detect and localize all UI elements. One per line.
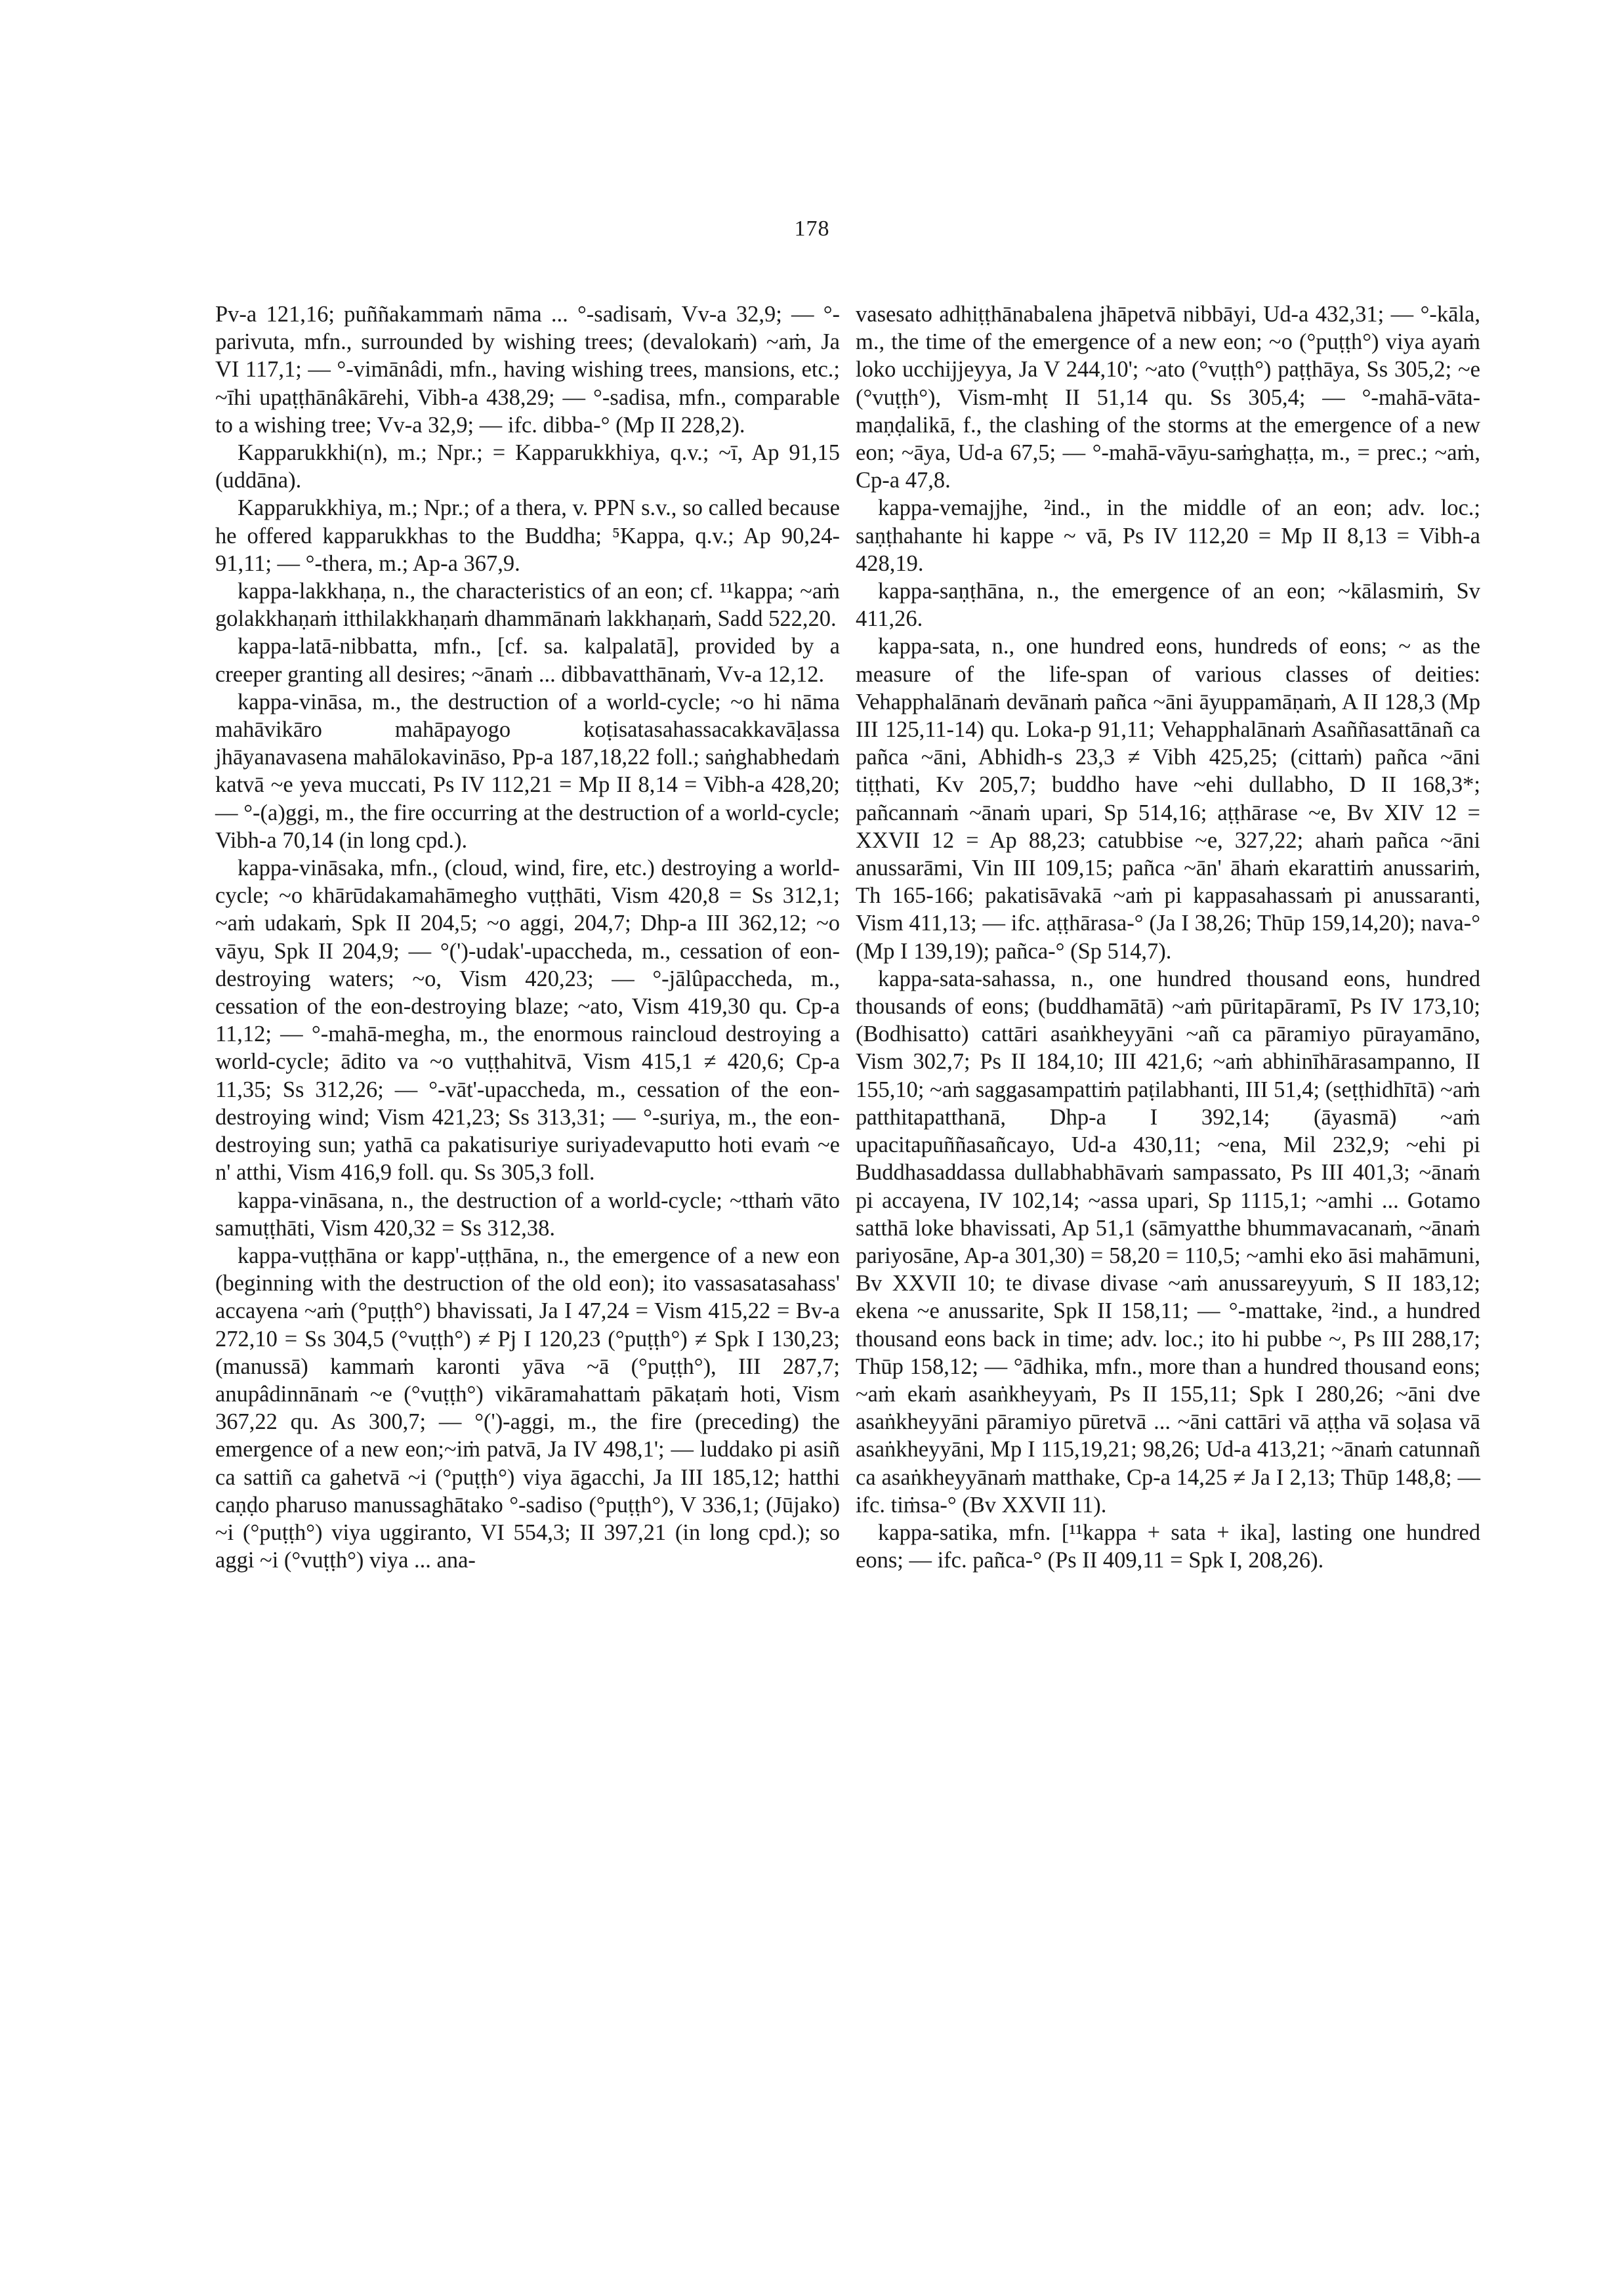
- right-column: [856, 300, 1480, 1574]
- dictionary-entry: kappa-vināsana, n., the destruction of a world-cycle; ~tthaṁ vāto samuṭṭhāti, Vism 420,32 = Ss 312,38.: [215, 1188, 840, 1241]
- dictionary-entry: kappa-vināsaka, mfn., (cloud, wind, fire, etc.) destroying a world-cycle; ~o khārūdakamahāmegho vuṭṭhāti, Vism 420,8 = Ss 312,1; ~aṁ udakaṁ, Spk II 204,5; ~o aggi, 204,7; Dhp-a III 362,12; ~o vāyu, Spk II 204,9; — °(')-udak'-upaccheda, m., cessation of eon-destroying waters; ~o, Vism 420,23; — °-jālûpaccheda, m., cessation of the eon-destroying blaze; ~ato, Vism 419,30 qu. Cp-a 11,12; — °-mahā-megha, m., the enormous raincloud destroying a world-cycle; ādito va ~o vuṭṭhahitvā, Vism 415,1 ≠ 420,6; Cp-a 11,35; Ss 312,26; — °-vāt'-upaccheda, m., cessation of the eon-destroying wind; Vism 421,23; Ss 313,31; — °-suriya, m., the eon-destroying sun; yathā ca pakatisuriye suriyadevaputto hoti evaṁ ~e n' atthi, Vism 416,9 foll. qu. Ss 305,3 foll.: [215, 856, 840, 1186]
- dictionary-entry: Kapparukkhiya, m.; Npr.; of a thera, v. PPN s.v., so called because he offered kapparukkhas to the Buddha; ⁵Kappa, q.v.; Ap 90,24-91,11; — °-thera, m.; Ap-a 367,9.: [215, 495, 840, 576]
- dictionary-entry: kappa-vemajjhe, ²ind., in the middle of an eon; adv. loc.; saṇṭhahante hi kappe ~ vā, Ps IV 112,20 = Mp II 8,13 = Vibh-a 428,19.: [856, 495, 1480, 576]
- dictionary-entry: kappa-saṇṭhāna, n., the emergence of an eon; ~kālasmiṁ, Sv 411,26.: [856, 579, 1480, 632]
- dictionary-entry: kappa-latā-nibbatta, mfn., [cf. sa. kalpalatā], provided by a creeper granting all desires; ~ānaṁ ... dibbavatthānaṁ, Vv-a 12,12.: [215, 634, 840, 687]
- dictionary-entry: Kapparukkhi(n), m.; Npr.; = Kapparukkhiya, q.v.; ~ī, Ap 91,15 (uddāna).: [215, 440, 840, 493]
- dictionary-entry: kappa-satika, mfn. [¹¹kappa + sata + ika], lasting one hundred eons; — ifc. pañca-° (Ps II 409,11 = Spk I, 208,26).: [856, 1520, 1480, 1573]
- dictionary-entry: kappa-lakkhaṇa, n., the characteristics of an eon; cf. ¹¹kappa; ~aṁ golakkhaṇaṁ itthilakkhaṇaṁ dhammānaṁ lakkhaṇaṁ, Sadd 522,20.: [215, 579, 840, 632]
- page-number: 178: [794, 217, 830, 241]
- dictionary-entry: vasesato adhiṭṭhānabalena jhāpetvā nibbāyi, Ud-a 432,31; — °-kāla, m., the time of the emergence of a new eon; ~o (°puṭṭh°) viya ayaṁ loko ucchijjeyya, Ja V 244,10'; ~ato (°vuṭṭh°) paṭṭhāya, Ss 305,2; ~e (°vuṭṭh°), Vism-mhṭ II 51,14 qu. Ss 305,4; — °-mahā-vāta-maṇḍalikā, f., the clashing of the storms at the emergence of a new eon; ~āya, Ud-a 67,5; — °-mahā-vāyu-saṁghaṭṭa, m., = prec.; ~aṁ, Cp-a 47,8.: [856, 302, 1480, 493]
- dictionary-entry: kappa-vuṭṭhāna or kapp'-uṭṭhāna, n., the emergence of a new eon (beginning with the destruction of the old eon); ito vassasatasahass' accayena ~aṁ (°puṭṭh°) bhavissati, Ja I 47,24 = Vism 415,22 = Bv-a 272,10 = Ss 304,5 (°vuṭṭh°) ≠ Pj I 120,23 (°puṭṭh°) ≠ Spk I 130,23; (manussā) kammaṁ karonti yāva ~ā (°puṭṭh°), III 287,7; anupâdinnānaṁ ~e (°vuṭṭh°) vikāramahattaṁ pākaṭaṁ hoti, Vism 367,22 qu. As 300,7; — °(')-aggi, m., the fire (preceding) the emergence of a new eon;~iṁ patvā, Ja IV 498,1'; — luddako pi asiñ ca sattiñ ca gahetvā ~i (°puṭṭh°) viya āgacchi, Ja III 185,12; hatthi caṇḍo pharuso manussaghātako °-sadiso (°puṭṭh°), V 336,1; (Jūjako) ~i (°puṭṭh°) viya uggiranto, VI 554,3; II 397,21 (in long cpd.); so aggi ~i (°vuṭṭh°) viya ... ana-: [215, 1243, 840, 1573]
- dictionary-entry: kappa-vināsa, m., the destruction of a world-cycle; ~o hi nāma mahāvikāro mahāpayogo koṭisatasahassacakkavāḷassa jhāyanavasena mahālokavināso, Pp-a 187,18,22 foll.; saṅghabhedaṁ katvā ~e yeva muccati, Ps IV 112,21 = Mp II 8,14 = Vibh-a 428,20; — °-(a)ggi, m., the fire occurring at the destruction of a world-cycle; Vibh-a 70,14 (in long cpd.).: [215, 689, 840, 853]
- dictionary-entry: kappa-sata-sahassa, n., one hundred thousand eons, hundred thousands of eons; (buddhamātā) ~aṁ pūritapāramī, Ps IV 173,10; (Bodhisatto) cattāri asaṅkheyyāni ~añ ca pāramiyo pūrayamāno, Vism 302,7; Ps II 184,10; III 421,6; ~aṁ abhinīhārasampanno, II 155,10; ~aṁ saggasampattiṁ paṭilabhanti, III 51,4; (seṭṭhidhītā) ~aṁ patthitapatthanā, Dhp-a I 392,14; (āyasmā) ~aṁ upacitapuññasañcayo, Ud-a 430,11; ~ena, Mil 232,9; ~ehi pi Buddhasaddassa dullabhabhāvaṁ sampassato, Ps III 401,3; ~ānaṁ pi accayena, IV 102,14; ~assa upari, Sp 1115,1; ~amhi ... Gotamo satthā loke bhavissati, Ap 51,1 (sāmyatthe bhummavacanaṁ, ~ānaṁ pariyosāne, Ap-a 301,30) = 58,20 = 110,5; ~amhi eko āsi mahāmuni, Bv XXVII 10; te divase divase ~aṁ anussareyyuṁ, S II 183,12; ekena ~e anussarite, Spk II 158,11; — °-mattake, ²ind., a hundred thousand eons back in time; adv. loc.; ito hi pubbe ~, Ps III 288,17; Thūp 158,12; — °ādhika, mfn., more than a hundred thousand eons; ~aṁ ekaṁ asaṅkheyyaṁ, Ps II 155,11; Spk I 280,26; ~āni dve asaṅkheyyāni pāramiyo pūretvā ... ~āni cattāri vā aṭṭha vā soḷasa vā asaṅkheyyāni, Mp I 115,19,21; 98,26; Ud-a 413,21; ~ānaṁ catunnañ ca asaṅkheyyānaṁ matthake, Cp-a 14,25 ≠ Ja I 2,13; Thūp 148,8; — ifc. tiṁsa-° (Bv XXVII 11).: [856, 966, 1480, 1518]
- left-column: [215, 300, 840, 1574]
- dictionary-entry: Pv-a 121,16; puññakammaṁ nāma ... °-sadisaṁ, Vv-a 32,9; — °-parivuta, mfn., surrounded by wishing trees; (devalokaṁ) ~aṁ, Ja VI 117,1; — °-vimānâdi, mfn., having wishing trees, mansions, etc.; ~īhi upaṭṭhānâkārehi, Vibh-a 438,29; — °-sadisa, mfn., comparable to a wishing tree; Vv-a 32,9; — ifc. dibba-° (Mp II 228,2).: [215, 302, 840, 438]
- dictionary-entry: kappa-sata, n., one hundred eons, hundreds of eons; ~ as the measure of the life-span of various classes of deities: Vehapphalānaṁ devānaṁ pañca ~āni āyuppamāṇaṁ, A II 128,3 (Mp III 125,11-14) qu. Loka-p 91,11; Vehapphalānaṁ Asaññasattānañ ca pañca ~āni, Abhidh-s 23,3 ≠ Vibh 425,25; (cittaṁ) pañca ~āni tiṭṭhati, Kv 205,7; buddho have ~ehi dullabho, D II 168,3*; pañcannaṁ ~ānaṁ upari, Sp 514,16; aṭṭhārase ~e, Bv XIV 12 = XXVII 12 = Ap 88,23; catubbise ~e, 327,22; ahaṁ pañca ~āni anussarāmi, Vin III 109,15; pañca ~ān' āhaṁ ekarattiṁ anussariṁ, Th 165-166; pakatisāvakā ~aṁ pi kappasahassaṁ pi anussaranti, Vism 411,13; — ifc. aṭṭhārasa-° (Ja I 38,26; Thūp 159,14,20); nava-° (Mp I 139,19); pañca-° (Sp 514,7).: [856, 634, 1480, 964]
